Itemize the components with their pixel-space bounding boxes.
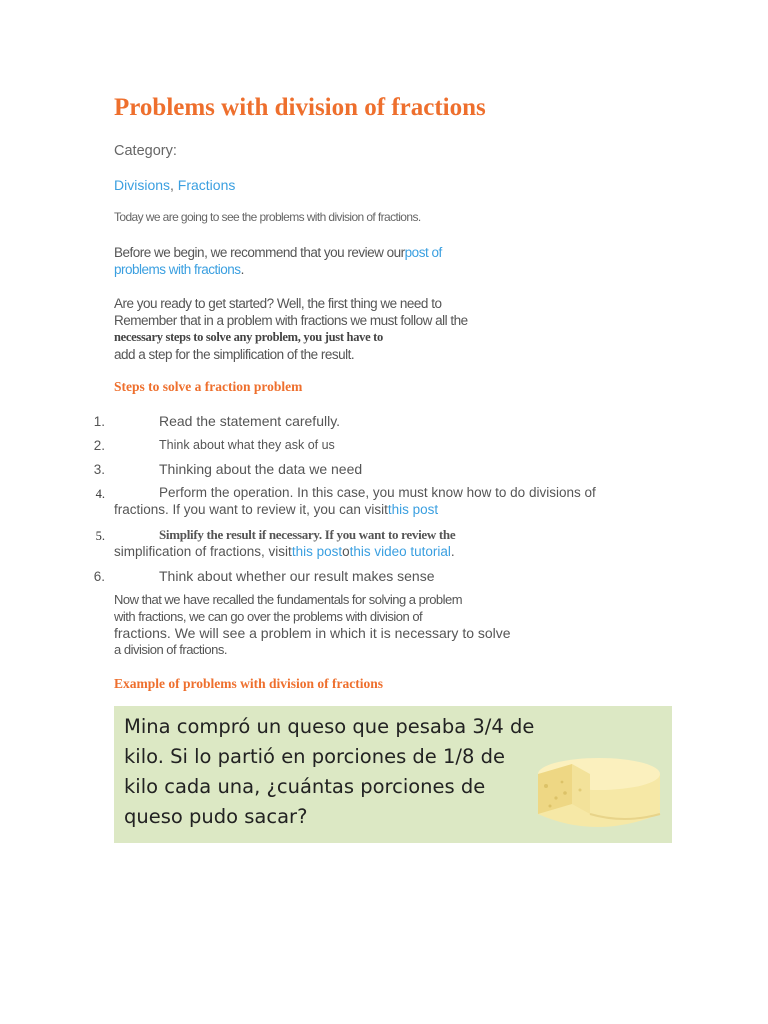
step-number: 4. bbox=[95, 487, 105, 501]
cheese-wheel-icon bbox=[532, 752, 666, 834]
step-number: 3. bbox=[93, 462, 105, 477]
ready-line-4: add a step for the simplification of the result. bbox=[114, 347, 355, 362]
post-link-part1[interactable]: post of bbox=[404, 245, 442, 260]
example-heading: Example of problems with division of fractions bbox=[114, 676, 384, 691]
step-cont-text: fractions. If you want to review it, you can visit bbox=[114, 502, 388, 517]
step-number: 1. bbox=[93, 414, 105, 429]
example-line-3: kilo cada una, ¿cuántas porciones de bbox=[124, 775, 486, 798]
ready-line-2: Remember that in a problem with fractions we must follow all the bbox=[114, 313, 468, 328]
step-text: Read the statement carefully. bbox=[159, 413, 341, 429]
now-line-1: Now that we have recalled the fundamentals for solving a problem bbox=[114, 592, 463, 607]
recommend-suffix: . bbox=[240, 262, 244, 277]
example-problem-box bbox=[114, 706, 672, 843]
ready-line-3: necessary steps to solve any problem, you just have to bbox=[114, 330, 383, 344]
example-line-2: kilo. Si lo partió en porciones de 1/8 de bbox=[124, 745, 505, 768]
video-tutorial-link[interactable]: this video tutorial bbox=[349, 544, 451, 559]
ready-paragraph bbox=[114, 295, 468, 363]
example-line-4: queso pudo sacar? bbox=[124, 805, 308, 828]
recommend-text: Before we begin, we recommend that you review our bbox=[114, 245, 405, 260]
now-line-3: fractions. We will see a problem in which it is necessary to solve bbox=[114, 625, 511, 641]
step-text: Thinking about the data we need bbox=[159, 461, 363, 477]
category-label: Category: bbox=[114, 143, 177, 159]
intro-text: Today we are going to see the problems with division of fractions. bbox=[114, 210, 421, 224]
step-number: 6. bbox=[93, 569, 105, 584]
now-line-4: a division of fractions. bbox=[114, 641, 228, 657]
ready-line-1: Are you ready to get started? Well, the first thing we need to bbox=[114, 296, 442, 311]
step-continuation bbox=[114, 544, 455, 559]
step-number: 5. bbox=[95, 529, 105, 543]
category-link-divisions[interactable]: Divisions bbox=[114, 177, 171, 193]
recommend-paragraph bbox=[114, 244, 442, 278]
step-cont-end: . bbox=[450, 544, 455, 559]
step-text: Think about what they ask of us bbox=[159, 438, 335, 452]
post-link-part2[interactable]: problems with fractions bbox=[114, 262, 241, 277]
step-continuation bbox=[114, 502, 438, 517]
category-separator: , bbox=[170, 177, 174, 193]
example-line-1: Mina compró un queso que pesaba 3/4 de bbox=[124, 715, 535, 738]
now-line-2: with fractions, we can go over the problems with division of bbox=[114, 608, 423, 624]
now-paragraph bbox=[114, 592, 511, 658]
example-problem-text bbox=[124, 712, 564, 832]
step-text: Think about whether our result makes sense bbox=[159, 568, 435, 584]
step-text: Simplify the result if necessary. If you want to review the bbox=[159, 527, 456, 542]
category-link-fractions[interactable]: Fractions bbox=[177, 177, 236, 193]
this-post-link[interactable]: this post bbox=[387, 502, 439, 517]
step-cont-mid: o bbox=[342, 544, 350, 559]
step-text: Perform the operation. In this case, you must know how to do divisions of bbox=[159, 485, 596, 500]
category-links bbox=[114, 177, 235, 193]
page-title: Problems with division of fractions bbox=[114, 94, 486, 121]
step-cont-text: simplification of fractions, visit bbox=[114, 544, 292, 559]
this-post-link[interactable]: this post bbox=[291, 544, 343, 559]
step-number: 2. bbox=[93, 438, 105, 453]
steps-heading: Steps to solve a fraction problem bbox=[114, 379, 303, 394]
